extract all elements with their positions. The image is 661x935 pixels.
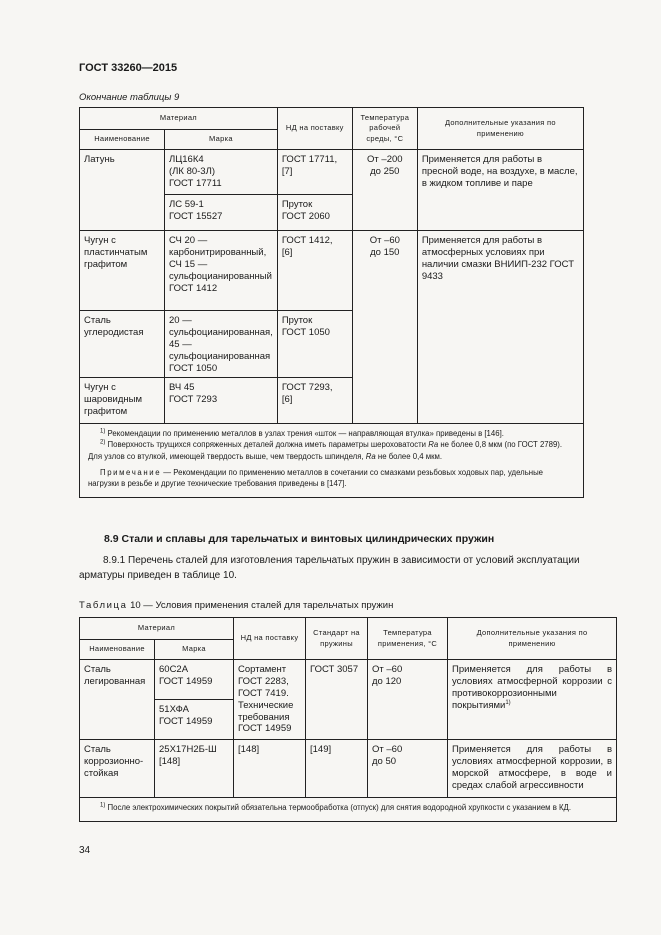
- cell-temp: От –60 до 120: [368, 660, 448, 740]
- footnote-2a: Поверхность трущихся сопряженных деталей должна иметь параметры шероховатости: [107, 440, 427, 450]
- note-text: — Рекомендации по применению металлов в сочетании со смазками резьбовых ходовых пар, удельные нагрузки в резьбе и другие технические требования приведены в [147].: [88, 467, 544, 489]
- ra-symbol: Ra: [428, 440, 439, 450]
- cell-temp: От –200 до 250: [352, 150, 417, 231]
- cell-name: Чугун с шаровидным графитом: [80, 378, 165, 424]
- header-temp: Температура рабочей среды, °С: [352, 108, 417, 150]
- cell-notes: Применяется для работы в атмосферных условиях при наличии смазки ВНИИП-232 ГОСТ 9433: [417, 231, 583, 424]
- document-title: ГОСТ 33260—2015: [79, 62, 178, 74]
- cell-grade: 25Х17Н2Б-Ш [148]: [155, 740, 234, 798]
- table-row: [80, 660, 617, 700]
- header-name: Наименование: [80, 640, 155, 660]
- cell-nd: ГОСТ 17711, [7]: [277, 150, 352, 195]
- header-notes: Дополнительные указания по применению: [417, 108, 583, 150]
- cell-grade: 20 — сульфоцианированная, 45 — сульфоцианированная ГОСТ 1050: [165, 311, 278, 378]
- cell-grade: ВЧ 45 ГОСТ 7293: [165, 378, 278, 424]
- table-row: [80, 150, 584, 195]
- cell-grade: 60С2А ГОСТ 14959: [155, 660, 234, 700]
- section-paragraph: 8.9.1 Перечень сталей для изготовления тарельчатых пружин в зависимости от условий эксплуатации арматуры приведен в таблице 10.: [79, 555, 580, 581]
- page-number: 34: [79, 845, 91, 856]
- cell-std: [149]: [306, 740, 368, 798]
- section-heading: 8.9 Стали и сплавы для тарельчатых и винтовых цилиндрических пружин: [104, 533, 495, 545]
- cell-nd: Сортамент ГОСТ 2283, ГОСТ 7419. Технические требования ГОСТ 14959: [234, 660, 306, 740]
- cell-notes: Применяется для работы в условиях атмосферной коррозии с противокоррозионными покрытиями$^{1)}$: [448, 660, 617, 740]
- header-std: Стандарт на пружины: [306, 618, 368, 660]
- table10-footnote: $^{1)}$ После электрохимических покрытий обязательна термообработка (отпуск) для снятия водородной хрупкости с указанием в КД.: [80, 798, 617, 822]
- header-nd: НД на поставку: [277, 108, 352, 150]
- cell-name: Сталь коррозионно-стойкая: [80, 740, 155, 798]
- cell-notes: Применяется для работы в пресной воде, на воздухе, в масле, в жидком топливе и паре: [417, 150, 583, 231]
- cell-grade: ЛЦ16К4 (ЛК 80-3Л) ГОСТ 17711: [165, 150, 278, 195]
- cell-name: Сталь углеродистая: [80, 311, 165, 378]
- header-notes: Дополнительные указания по применению: [448, 618, 617, 660]
- footnote-1: Рекомендации по применению металлов в узлах трения «шток — направляющая втулка» приведены в [146].: [107, 429, 504, 438]
- cell-notes: Применяется для работы в условиях атмосферной коррозии, в морской атмосфере, в воде и средах слабой агрессивности: [448, 740, 617, 798]
- header-grade: Марка: [155, 640, 234, 660]
- cell-grade: СЧ 20 — карбонитрированный, СЧ 15 — сульфоцианированный ГОСТ 1412: [165, 231, 278, 311]
- footnote-2b: не более 0,8 мкм (по ГОСТ 2789). Для узлов со втулкой, имеющей твердость выше, чем твердость шпинделя,: [88, 440, 563, 461]
- cell-nd: ГОСТ 7293, [6]: [277, 378, 352, 424]
- header-temp: Температура применения, °С: [368, 618, 448, 660]
- header-name: Наименование: [80, 130, 165, 150]
- cell-name: Сталь легированная: [80, 660, 155, 740]
- table10-caption: Таблица 10 — Условия применения сталей для тарельчатых пружин: [79, 600, 394, 611]
- ra-symbol: Ra: [365, 451, 376, 461]
- cell-temp: От –60 до 50: [368, 740, 448, 798]
- cell-name: Латунь: [80, 150, 165, 231]
- table9-caption: Окончание таблицы 9: [79, 92, 180, 103]
- cell-grade: ЛС 59-1 ГОСТ 15527: [165, 195, 278, 231]
- cell-name: Чугун с пластинчатым графитом: [80, 231, 165, 311]
- table-10: [79, 617, 617, 822]
- header-material: Материал: [80, 618, 234, 640]
- header-material: Материал: [80, 108, 278, 130]
- cell-nd: Пруток ГОСТ 2060: [277, 195, 352, 231]
- cell-grade: 51ХФА ГОСТ 14959: [155, 700, 234, 740]
- table-row: [80, 740, 617, 798]
- header-nd: НД на поставку: [234, 618, 306, 660]
- table-9: [79, 107, 584, 498]
- cell-nd: Пруток ГОСТ 1050: [277, 311, 352, 378]
- footnote-2c: не более 0,4 мкм.: [377, 451, 443, 461]
- header-grade: Марка: [165, 130, 278, 150]
- cell-temp: От –60 до 150: [352, 231, 417, 424]
- cell-nd: [148]: [234, 740, 306, 798]
- table9-footnotes: $^{1)}$ Рекомендации по применению металлов в узлах трения «шток — направляющая втулка» приведены в [146]. $^{2)}$ Поверхность трущихся сопряженных деталей должна иметь параметры шероховатости Ra не более 0,8 мкм (по ГОСТ 2789). Для узлов со втулкой, имеющей твердость выше, чем твердость шпинделя, Ra не более 0,4 мкм. Примечание — Рекомендации по применению металлов в сочетании со смазками резьбовых ходовых пар, удельные нагрузки в резьбе и другие технические требования приведены в [147].: [80, 424, 584, 498]
- cell-std: ГОСТ 3057: [306, 660, 368, 740]
- note-label: Примечание: [100, 467, 162, 477]
- cell-nd: ГОСТ 1412, [6]: [277, 231, 352, 311]
- table-row: [80, 231, 584, 311]
